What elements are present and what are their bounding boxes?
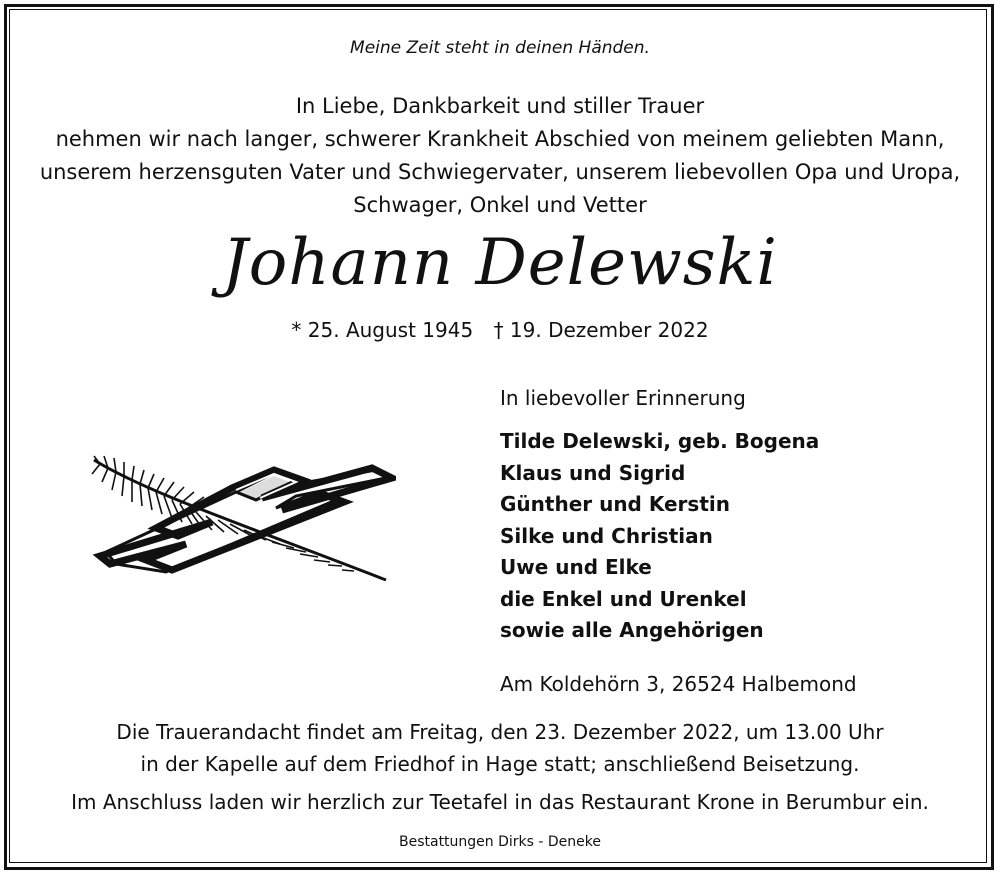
memory-label: In liebevoller Erinnerung: [500, 386, 746, 410]
service-line: Die Trauerandacht findet am Freitag, den 23. Dezember 2022, um 13.00 Uhr: [116, 720, 884, 744]
intro-line: nehmen wir nach langer, schwerer Krankheit Abschied von meinem geliebten Mann,: [55, 127, 945, 151]
cross-with-palm-branch-icon: [86, 452, 396, 592]
invitation: Im Anschluss laden wir herzlich zur Teetafel in das Restaurant Krone in Berumbur ein.: [71, 790, 929, 814]
service-line: in der Kapelle auf dem Friedhof in Hage statt; anschließend Beisetzung.: [140, 752, 860, 776]
family-member: Uwe und Elke: [500, 555, 652, 579]
family-member: sowie alle Angehörigen: [500, 618, 764, 642]
intro-line: In Liebe, Dankbarkeit und stiller Trauer: [295, 94, 705, 118]
motto: Meine Zeit steht in deinen Händen.: [350, 38, 650, 58]
funeral-home: Bestattungen Dirks - Deneke: [398, 834, 601, 850]
family-list: [500, 426, 980, 647]
intro-line: unserem herzensguten Vater und Schwiegervater, unserem liebevollen Opa und Uropa,: [39, 160, 961, 184]
address: Am Koldehörn 3, 26524 Halbemond: [500, 672, 857, 696]
service-info: [0, 716, 1000, 780]
family-member: die Enkel und Urenkel: [500, 586, 747, 611]
birth-date: * 25. August 1945: [291, 318, 474, 342]
family-member: Klaus und Sigrid: [500, 460, 686, 485]
intro-text: [0, 90, 1000, 222]
family-member: Günther und Kerstin: [500, 492, 730, 516]
death-date: † 19. Dezember 2022: [493, 318, 709, 342]
intro-line: Schwager, Onkel und Vetter: [353, 193, 647, 217]
deceased-name: Johann Delewski: [222, 226, 778, 300]
family-member: Tilde Delewski, geb. Bogena: [500, 429, 820, 453]
life-dates: [0, 318, 1000, 342]
family-member: Silke und Christian: [500, 523, 713, 548]
